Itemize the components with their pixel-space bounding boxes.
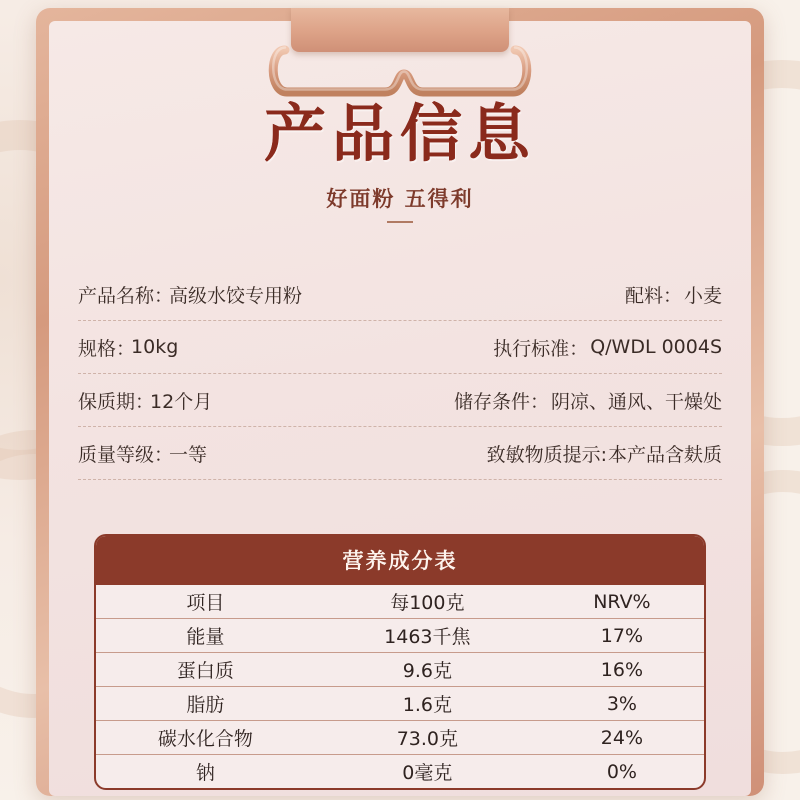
nutrient-amount: 1.6克 [402,694,452,716]
nutrient-nrv: 0% [606,760,637,783]
table-row [78,321,722,374]
table-row [78,268,722,321]
info-left-value: 一等 [169,443,208,466]
title-block [0,98,800,223]
info-left-value: 高级水饺专用粉 [169,284,303,307]
table-row [96,653,704,687]
info-left-label: 规格： [78,337,136,360]
info-right-value: 阴凉、通风、干燥处 [550,390,722,413]
info-left-value: 12个月 [150,390,213,413]
table-row [96,687,704,721]
nutrient-nrv: 24% [600,726,644,749]
nutrition-facts-table [94,534,706,790]
nutrient-nrv: 16% [600,658,644,681]
table-row [78,427,722,480]
product-info-table [78,268,722,480]
nutrient-amount: 73.0克 [396,728,458,750]
info-left-label: 保质期： [78,390,155,413]
subtitle-divider [387,221,413,223]
nutrient-name: 脂肪 [186,694,225,716]
info-right-label: 配料： [624,284,682,307]
info-right-label: 执行标准： [493,337,589,360]
info-right-label: 储存条件： [453,390,549,413]
info-left-value: 10kg [131,336,179,358]
column-header-per100g: 每100克 [390,592,465,614]
info-left-label: 质量等级： [78,443,174,466]
column-header-item: 项目 [186,592,225,614]
nutrient-name: 钠 [195,762,215,784]
nutrient-amount: 0毫克 [402,762,453,784]
nutrient-amount: 9.6克 [402,660,452,682]
info-right-value: 小麦 [683,284,722,307]
column-header-nrv: NRV% [593,590,651,613]
table-header-row [96,585,704,619]
nutrient-name: 碳水化合物 [157,728,253,750]
info-right-value: Q/WDL 0004S [590,336,722,358]
page-title: 产品信息 [0,98,800,169]
table-row [96,755,704,788]
nutrient-nrv: 17% [600,624,644,647]
nutrient-name: 能量 [186,626,225,648]
nutrient-amount: 1463千焦 [384,626,471,648]
table-row [78,374,722,427]
info-left-label: 产品名称： [78,284,174,307]
nutrition-heading: 营养成分表 [96,536,704,585]
nutrient-name: 蛋白质 [176,660,234,682]
page-subtitle: 好面粉 五得利 [326,187,474,212]
info-right-value: 本产品含麸质 [607,443,722,466]
table-row [96,721,704,755]
nutrient-nrv: 3% [606,692,637,715]
info-right-label: 致敏物质提示: [486,443,607,466]
clip-wire-icon [265,44,535,98]
table-row [96,619,704,653]
